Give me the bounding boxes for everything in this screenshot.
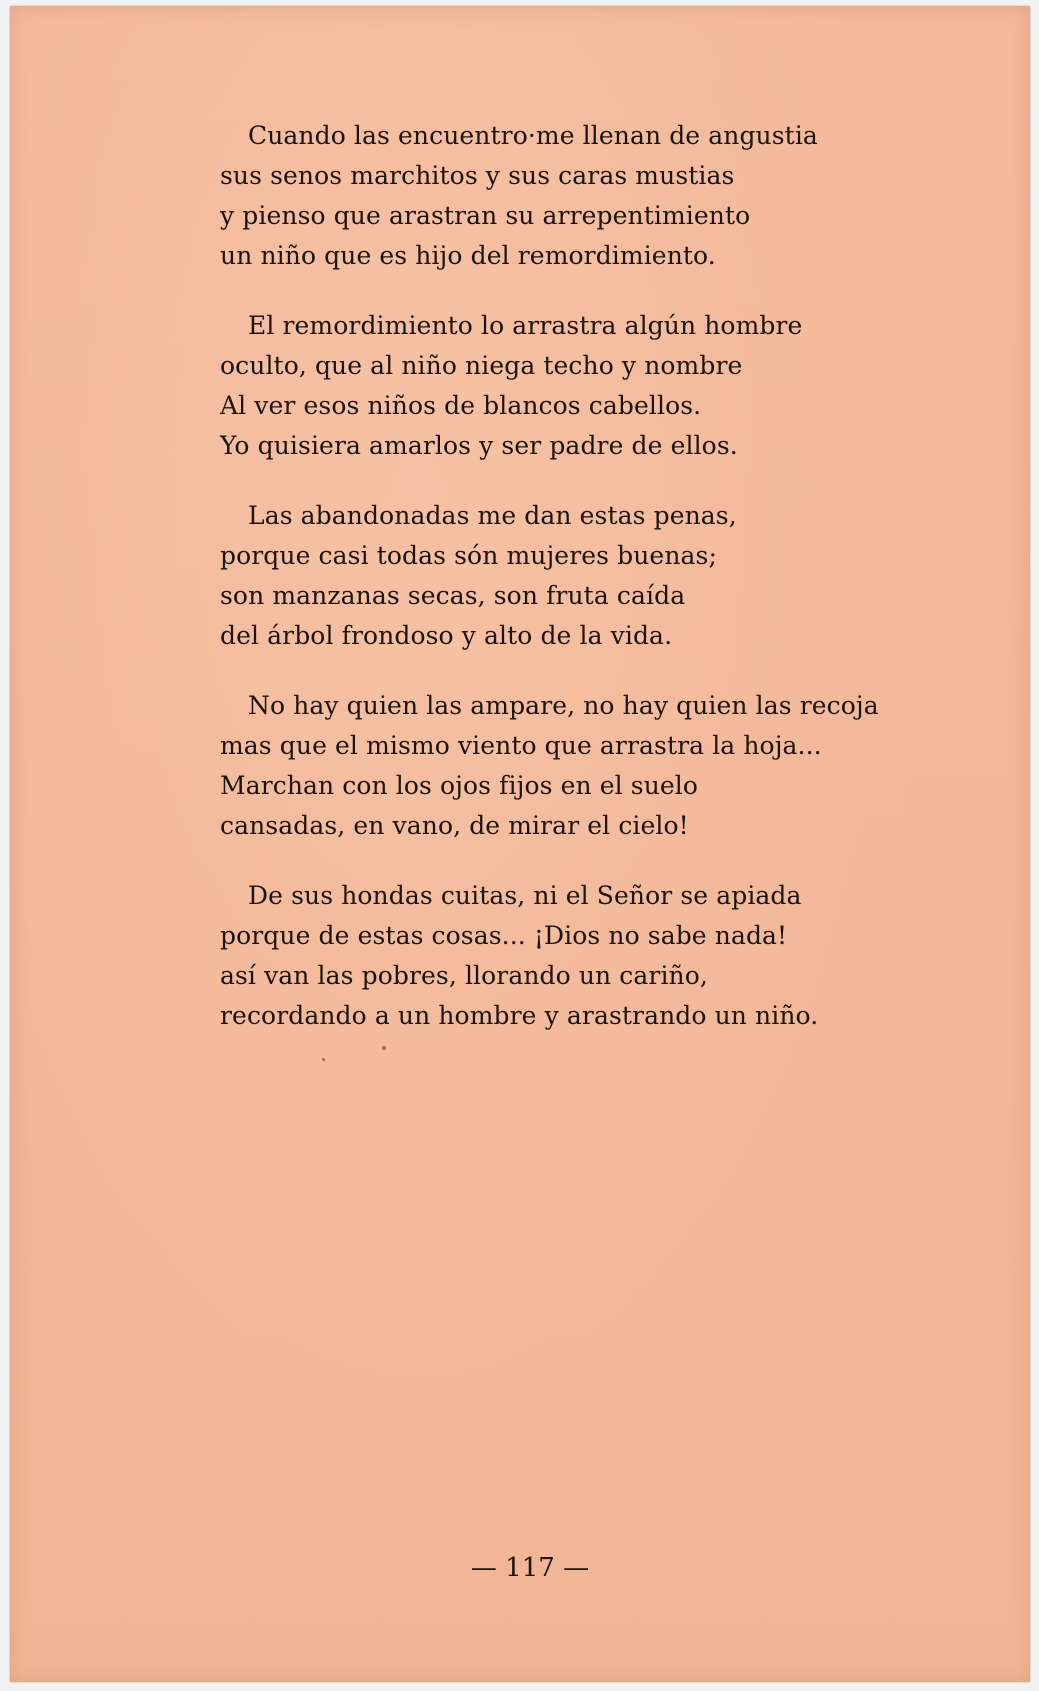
stanza-2 [220,306,940,466]
poem-line: mas que el mismo viento que arrastra la hoja... [220,731,822,760]
poem-line: No hay quien las ampare, no hay quien las recoja [248,691,879,720]
poem-line: recordando a un hombre y arastrando un niño. [220,1001,819,1030]
poem-line: El remordimiento lo arrastra algún hombre [248,311,803,340]
poem-line: y pienso que arastran su arrepentimiento [220,201,751,230]
stanza-4 [220,686,940,846]
book-page [10,6,1030,1682]
poem-line: Cuando las encuentro·me llenan de angustia [248,121,818,150]
poem [220,116,940,1066]
poem-line: Al ver esos niños de blancos cabellos. [220,391,702,420]
poem-line: del árbol frondoso y alto de la vida. [220,621,673,650]
page-number: — 117 — [470,1553,590,1583]
poem-line: oculto, que al niño niega techo y nombre [220,351,743,380]
poem-line: sus senos marchitos y sus caras mustias [220,161,735,190]
poem-line: así van las pobres, llorando un cariño, [220,961,708,990]
poem-line: porque de estas cosas... ¡Dios no sabe nada! [220,921,788,950]
paper-speck [382,1046,386,1050]
paper-speck [322,1058,325,1061]
poem-line: porque casi todas són mujeres buenas; [220,541,717,570]
stanza-1 [220,116,940,276]
poem-line: Yo quisiera amarlos y ser padre de ellos. [220,431,738,460]
poem-line: De sus hondas cuitas, ni el Señor se apiada [248,881,802,910]
poem-line: Marchan con los ojos fijos en el suelo [220,771,699,800]
stanza-3 [220,496,940,656]
poem-line: cansadas, en vano, de mirar el cielo! [220,811,689,840]
poem-line: son manzanas secas, son fruta caída [220,581,686,610]
poem-line: un niño que es hijo del remordimiento. [220,241,716,270]
stanza-5 [220,876,940,1036]
poem-line: Las abandonadas me dan estas penas, [248,501,737,530]
